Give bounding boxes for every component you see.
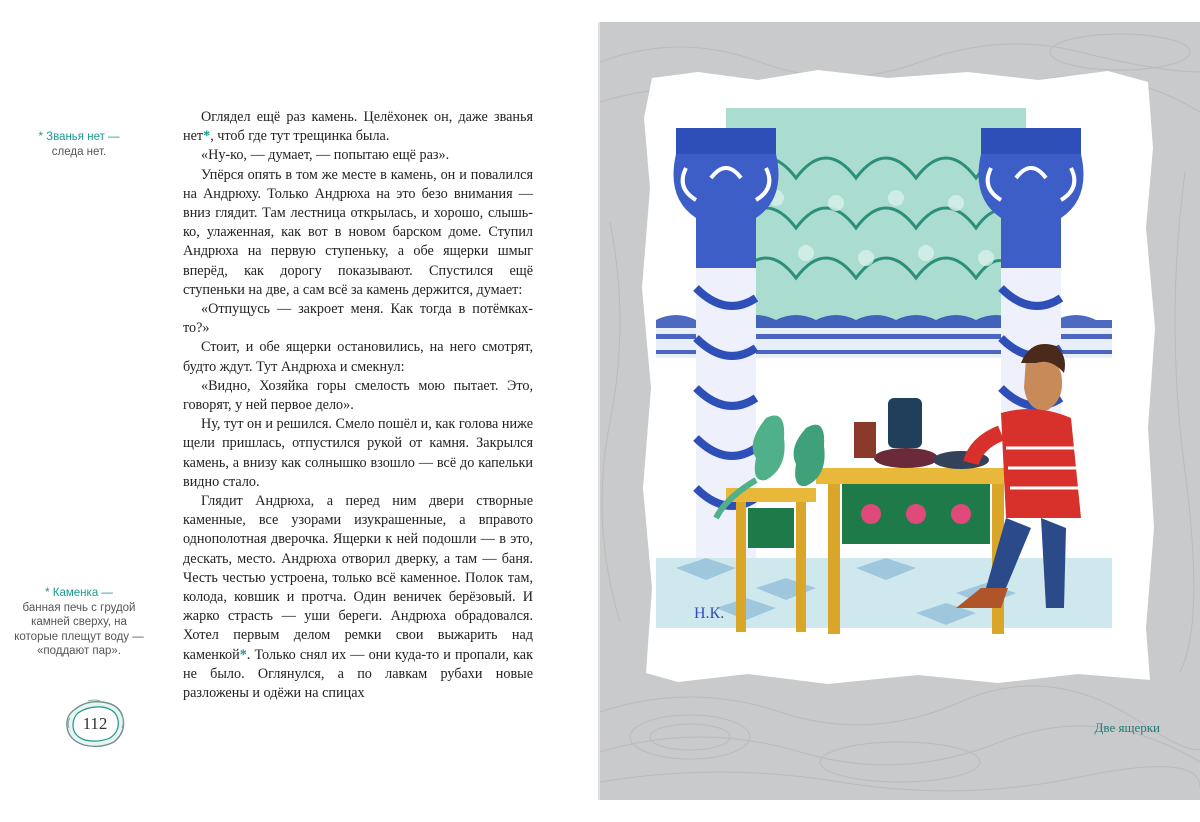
paragraph: «Отпущусь — закроет меня. Как тогда в потёмках-то?»: [183, 301, 533, 337]
paragraph: Ну, тут он и решился. Смело пошёл и, как голова ниже щели пришлась, отпустился рукой от камня. Закрылся камень, а внизу как солнышко взошло — всё до капельки видно стало.: [183, 416, 533, 490]
page-number: 112: [82, 714, 108, 733]
left-page: [0, 22, 600, 800]
note-definition: следа нет.: [51, 145, 107, 158]
note-term: Званья нет —: [46, 131, 120, 143]
paragraph-text: Глядит Андрюха, а перед ним двери створные каменные, все узорами изукрашенные, а вправото однополотная дверочка. Ящерки к ней подошли — в это, дескать, место. Андрюха отворил дверку, а там — баня. Честь честью устроена, только всё каменное. Полок там, колода, ковшик и протча. Один веничек берёзовый. И жарко страсть — уши береги. Андрюха обрадовался. Хотел первым делом ремки свои выжарить над каменкой: [183, 493, 533, 663]
illustration-two-lizards: [656, 88, 1112, 646]
note-asterisk: *: [45, 587, 50, 599]
paragraph: [183, 492, 533, 703]
paragraph: Упёрся опять в том же месте в камень, он и повалился на Андрюху. Только Андрюха на это безо внимания — вниз глядит. Там лестница открылась, и хорошо, слышь-ко, улаженная, как вот в новом барском доме. Ступил Андрюха на первую ступеньку, а обе ящерки шмыг вперёд, как дорогу показывают. Спустился ещё ступеньки на две, а сам всё за камень держится, думает:: [183, 166, 533, 298]
note-asterisk: *: [38, 131, 43, 143]
right-page: [600, 22, 1200, 800]
note-definition: банная печь с грудой камней сверху, на которые плещут воду — «поддают пар».: [14, 601, 144, 657]
page-number-badge: [64, 698, 126, 750]
paragraph-text: . Только снял их — они куда-то и пропали, как не было. Оглянулся, а по лавкам рубахи новые разложены и одёжи на спицах: [183, 646, 533, 702]
paragraph: «Видно, Хозяйка горы смелость мою пытает. Это, говорят, у ней первое дело».: [183, 377, 533, 414]
footnote-asterisk: *: [203, 128, 211, 145]
story-text: [183, 108, 533, 703]
illustration-caption: Две ящерки: [1094, 720, 1160, 735]
footnote-asterisk: *: [239, 646, 247, 663]
margin-note-zvanya: [14, 130, 144, 159]
note-term: Каменка —: [52, 587, 113, 599]
artist-signature: Н.К.: [694, 605, 725, 622]
paragraph: Стоит, и обе ящерки остановились, на него смотрят, будто ждут. Тут Андрюха и смекнул:: [183, 339, 533, 375]
paragraph: [183, 108, 533, 146]
paragraph-text: , чтоб где тут трещинка была.: [210, 128, 390, 145]
margin-note-kamenka: [14, 586, 144, 659]
paragraph: «Ну-ко, — думает, — попытаю ещё раз».: [201, 147, 450, 164]
paragraph-text: Оглядел ещё раз камень. Целёхонек он, даже званья нет: [183, 109, 533, 145]
book-spread: [0, 22, 1200, 800]
